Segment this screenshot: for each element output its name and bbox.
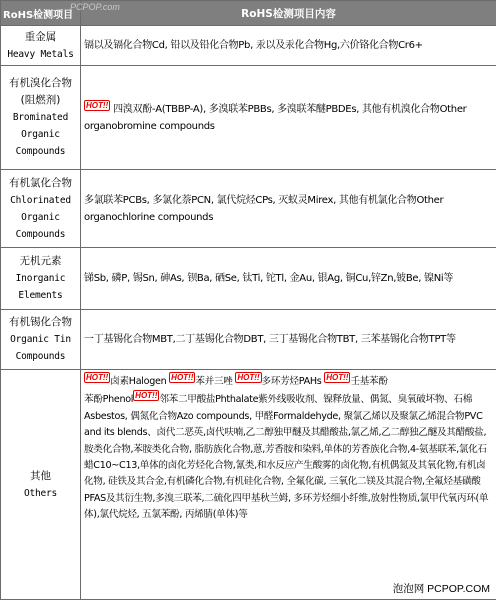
content-text: 邻苯二甲酸盐Phthalate紫外线吸收剂、镍释放量、偶氮、臭氧破坏物、石棉Asbestos, 偶氮化合物Azo compounds, 甲醛Formaldehyde, 聚氯乙烯以及聚氯乙烯混合物PVC and its blends、卤代二恶英,卤代呋喃,乙二醇独甲醚及其醋酸盐,氯乙烯,乙二醇独乙醚及其醋酸盐,胺类化合物,苯胺类化合物, 脂肪族化合物,蒽,芳香胺和染料,单体的芳香族化合物,4-氨基联苯,氯化石蜡C10~C13,单体的卤化芳烃化合物,氰类,和水反应产生酸雾的卤化物,有机偶氮及其氧化物,有机卤化物, 硅铁及其合金,有机磷化合物,有机硅化合物, 全氟化碳, 三氧化二镁及其混合物,全氟烃基磺酸PFAS及其衍生物,多溴三联苯,二硫化四甲基秋兰姆, 多环芳烃细小纤维,放射性物质,氯甲代氧丙环(单体),氯代烷烃, 五氯苯酚, 丙烯腈(单体)等 — [84, 394, 488, 520]
category-en: Others — [1, 485, 80, 502]
table-row — [1, 26, 496, 66]
category-cell — [1, 370, 81, 600]
category-en: Compounds — [1, 143, 80, 160]
content-text: 镉以及镉化合物Cd, 铅以及铅化合物Pb, 汞以及汞化合物Hg,六价铬化合物Cr6+ — [84, 40, 423, 51]
category-cn: 有机锡化合物 — [1, 314, 80, 331]
content-text: 多氯联苯PCBs, 多氯化萘PCN, 氯代烷烃CPs, 灭蚁灵Mirex, 其他有机氯化合物Other organochlorine compounds — [84, 195, 443, 223]
content-cell — [81, 370, 496, 600]
category-en: Organic Tin — [1, 331, 80, 348]
category-en: Organic — [1, 209, 80, 226]
category-en: Chlorinated — [1, 192, 80, 209]
category-en: Organic — [1, 126, 80, 143]
watermark-top: PCPOP.com — [70, 2, 120, 12]
category-cell — [1, 248, 81, 310]
content-cell — [81, 170, 496, 248]
category-en: Elements — [1, 287, 80, 304]
category-cell — [1, 310, 81, 370]
category-sub: (阻燃剂) — [1, 92, 80, 109]
hot-item: 多环芳烃PAHs — [262, 376, 322, 387]
hot-item: 卤素Halogen — [110, 376, 166, 387]
category-en: Compounds — [1, 348, 80, 365]
hot-badge-icon: HOT!! — [235, 372, 261, 383]
hot-item: 壬基苯酚 — [350, 376, 387, 387]
category-en: Heavy Metals — [1, 46, 80, 63]
table-row — [1, 370, 496, 600]
content-cell — [81, 248, 496, 310]
table-row — [1, 170, 496, 248]
category-cn: 有机溴化合物 — [1, 75, 80, 92]
category-cn: 无机元素 — [1, 253, 80, 270]
category-en: Compounds — [1, 226, 80, 243]
category-cell — [1, 170, 81, 248]
content-cell — [81, 310, 496, 370]
hot-item: 苯酚Phenol — [84, 394, 133, 405]
content-cell — [81, 66, 496, 170]
category-cn: 其他 — [1, 468, 80, 485]
category-cn: 重金属 — [1, 29, 80, 46]
table-row — [1, 66, 496, 170]
hot-badge-icon: HOT!! — [133, 390, 159, 401]
content-text: 一丁基锡化合物MBT,二丁基锡化合物DBT, 三丁基锡化合物TBT, 三苯基锡化合物TPT等 — [84, 334, 456, 345]
content-text: 四溴双酚-A(TBBP-A), 多溴联苯PBBs, 多溴联苯醚PBDEs, 其他有机溴化合物Other organobromine compounds — [84, 104, 466, 132]
content-text: 锑Sb, 磷P, 锡Sn, 砷As, 钡Ba, 硒Se, 钛Ti, 铊Tl, 金Au, 银Ag, 铜Cu,锌Zn,铍Be, 镍Ni等 — [84, 273, 453, 284]
category-en: Inorganic — [1, 270, 80, 287]
hot-badge-icon: HOT!! — [324, 372, 350, 383]
category-en: Brominated — [1, 109, 80, 126]
header-col-item: RoHS检测项目 — [1, 1, 81, 26]
content-cell — [81, 26, 496, 66]
hot-badge-icon: HOT!! — [84, 100, 110, 111]
hot-badge-icon: HOT!! — [169, 372, 195, 383]
table-row — [1, 310, 496, 370]
watermark-bottom: 泡泡网 PCPOP.COM — [391, 581, 492, 596]
hot-badge-icon: HOT!! — [84, 372, 110, 383]
table-row — [1, 248, 496, 310]
header-col-content: RoHS检测项目内容 — [81, 1, 496, 26]
category-cell — [1, 26, 81, 66]
hot-item: 苯并三唑 — [195, 376, 232, 387]
category-cell — [1, 66, 81, 170]
category-cn: 有机氯化合物 — [1, 175, 80, 192]
